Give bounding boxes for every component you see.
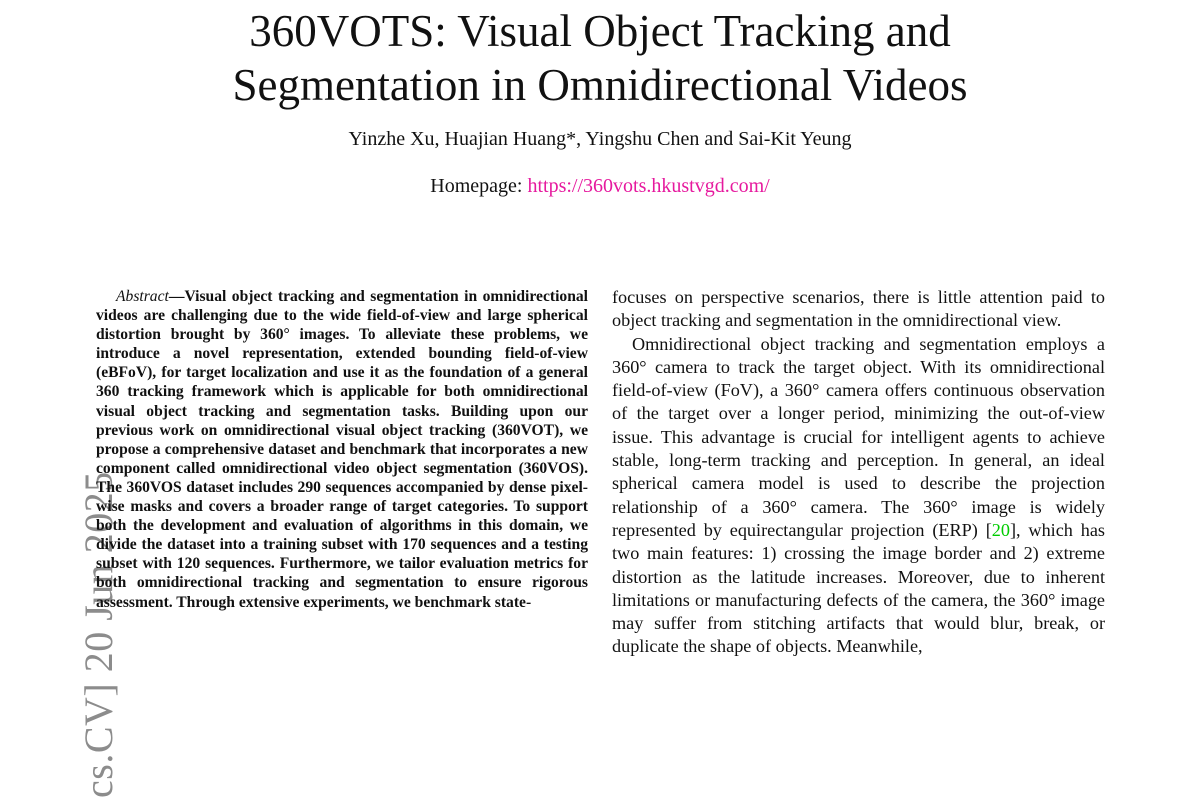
intro-paragraph-2-part-b: ], which has two main features: 1) crossing the image border and 2) extreme distortion as the latitude increases. Moreover, due to inherent limitations or manufacturing defects of the camera, the 360° image may suffer from stitching artifacts that would blur, break, or duplicate the shape of objects. Meanwhile, bbox=[612, 519, 1106, 657]
homepage-line bbox=[0, 174, 1200, 198]
abstract-label: Abstract bbox=[116, 288, 169, 305]
introduction-column bbox=[612, 286, 1105, 659]
intro-paragraph-2-part-a: Omnidirectional object tracking and segmentation employs a 360° camera to track the target object. With its omnidirectional field-of-view (FoV), a 360° camera offers continuous observation of the target over a longer period, minimizing the out-of-view issue. This advantage is crucial for intelligent agents to achieve stable, long-term tracking and perception. In general, an ideal spherical camera model is used to describe the projection relationship of a 360° camera. The 360° image is widely represented by equirectangular projection (ERP) [ bbox=[612, 333, 1105, 540]
title-line-1: 360VOTS: Visual Object Tracking and bbox=[249, 6, 951, 56]
arxiv-stamp-text: cs.CV] 20 Jun 2025 bbox=[76, 471, 121, 798]
abstract-text: Visual object tracking and segmentation in omnidirectional videos are challenging due to the wide field-of-view and large spherical distortion brought by 360° images. To alleviate these problems, we introduce a novel representation, extended bounding field-of-view (eBFoV), for target localization and use it as the foundation of a general 360 tracking framework which is applicable for both omnidirectional visual object tracking and segmentation tasks. Building upon our previous work on omnidirectional visual object tracking (360VOT), we propose a comprehensive dataset and benchmark that incorporates a new component called omnidirectional video object segmentation (360VOS). The 360VOS dataset includes 290 sequences accompanied by dense pixel-wise masks and covers a broader range of target categories. To support both the development and evaluation of algorithms in this domain, we divide the dataset into a training subset with 170 sequences and a testing subset with 120 sequences. Furthermore, we tailor evaluation metrics for both omnidirectional tracking and segmentation to ensure rigorous assessment. Through extensive experiments, we benchmark state- bbox=[96, 288, 588, 611]
paper-title bbox=[0, 4, 1200, 112]
author-list: Yinzhe Xu, Huajian Huang*, Yingshu Chen and Sai-Kit Yeung bbox=[348, 128, 852, 150]
intro-paragraph-2 bbox=[612, 333, 1105, 659]
abstract-paragraph bbox=[96, 287, 588, 612]
homepage-label: Homepage: bbox=[430, 175, 528, 197]
title-line-2: Segmentation in Omnidirectional Videos bbox=[232, 60, 968, 110]
intro-paragraph-1: focuses on perspective scenarios, there is little attention paid to object tracking and segmentation in the omnidirectional view. bbox=[612, 287, 1105, 331]
citation-link[interactable]: 20 bbox=[991, 519, 1010, 540]
homepage-link[interactable]: https://360vots.hkustvgd.com/ bbox=[527, 175, 770, 197]
abstract-column bbox=[96, 287, 588, 612]
abstract-dash: — bbox=[168, 288, 185, 305]
